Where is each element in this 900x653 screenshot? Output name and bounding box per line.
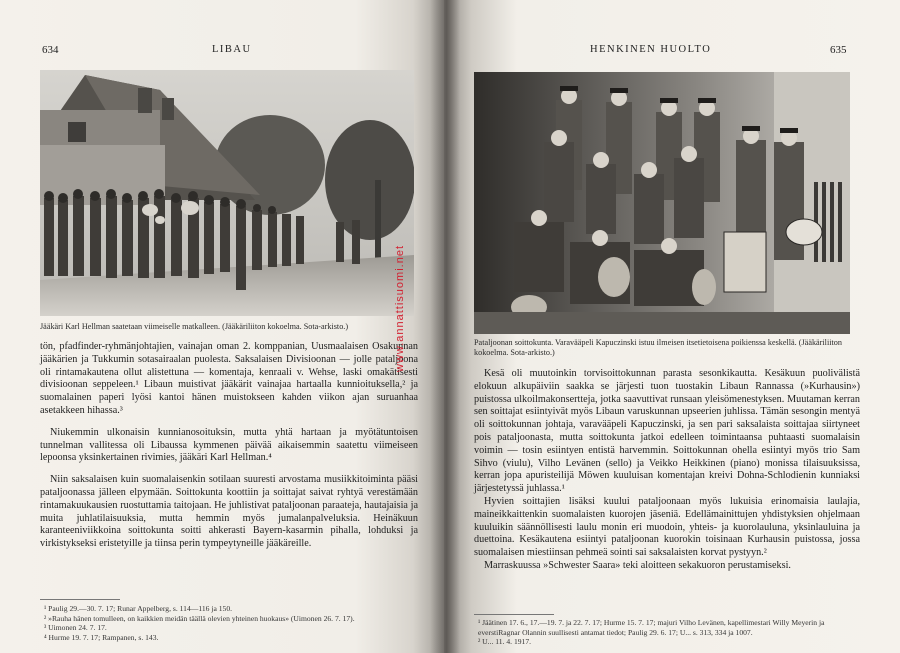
funeral-procession-photo (40, 70, 414, 316)
right-page-number: 635 (830, 44, 847, 56)
right-paragraph-2: Hyvien soittajien lisäksi kuului pataljoonaan myös lukuisia erinomaisia laulajia, maineikkaittenkin suomalaisten kuorojen jäseniä. Edellämainittujen yhdistyksien ohjelmaan kuuluikin säännöllisesti laulu monin eri muodoin, yhteis- ja kuorolauluna, yksinlauluina ja duettoina. Kesäkautena esiintyi pataljoonan kuorokin toisinaan Kurhausin puistossa, jossa suomalaisen miestiinsan pehmeä sointi sai saksalaisten korvat pystyyn.² (474, 495, 860, 559)
right-footnote-2: ² U... 11. 4. 1917. (478, 637, 532, 647)
left-paragraph-2: Niukemmin ulkonaisin kunnianosoituksin, mutta yhtä hartaan ja myötätuntoisen tunnelman vallitessa oli Libaussa kymmenen päivää aikaisemmin saatettu viimeiseen lepoonsa yksinkertainen rivimies, jääkäri Karl Hellman.⁴ (40, 426, 418, 464)
left-running-head: LIBAU (212, 44, 252, 55)
left-footnote-rule (40, 599, 120, 600)
left-photo-caption: Jääkäri Karl Hellman saatetaan viimeiselle matkalleen. (Jääkäriliiton kokoelma. Sota-arkisto.) (40, 322, 349, 331)
right-footnote-1: ¹ Jäätinen 17. 6., 17.—19. 7. ja 22. 7. 17; Hurme 15. 7. 17; majuri Vilho Levänen, kapellimestari Willy Meyerin ja everstiRagnar Olannin suullisesti antamat tiedot; Paulig 29. 6. 17; U... s. 313, 334 ja 1007. (478, 618, 825, 637)
left-footnote-4: ⁴ Hurme 19. 7. 17; Rampanen, s. 143. (44, 632, 159, 642)
band-group-photo (474, 72, 850, 334)
left-body-text (40, 341, 418, 551)
watermark-text: www.annattisuomi.net (394, 245, 406, 372)
left-footnote-2: ² »Rauha hänen tomulleen, on kaikkien meidän täällä olevien yhteinen huokaus» (Uimonen 26. 7. 17). (44, 613, 355, 623)
right-footnotes (478, 618, 860, 647)
right-page (444, 0, 900, 653)
left-page (0, 0, 444, 653)
left-paragraph-1: tön, pfadfinder-ryhmänjohtajien, vainajan oman 2. komppanian, Uusmaalaisen Osakunnan jääkärien ja Tukkumin sotasairaalan puolesta. Saksalaisen Divisioonan — jolle pataljoona oli rintamakautena ollut alistettuna — komentaja, kenraali v. Wehse, laski omakätisesti divisioonan seppeleen.¹ Libaun muistivat jääkärit vainajaa hartaalla kunnioituksella,² ja suomalainen paperi lyösi kantoi hänen muistokseen kahden viikon ajan suruanhaa asetakkeen hihassa.³ (40, 341, 418, 416)
right-body-text (474, 368, 860, 573)
left-footnote-3: ³ Uimonen 24. 7. 17. (44, 623, 107, 633)
book-gutter-shadow (430, 0, 460, 653)
right-footnote-rule (474, 614, 554, 615)
left-page-number: 634 (42, 44, 59, 56)
right-running-head: HENKINEN HUOLTO (590, 44, 712, 55)
right-photo-caption: Pataljoonan soittokunta. Varavääpeli Kapuczinski istuu ilmeisen itsetietoisena poikienssa keskellä. (Jääkäriliiton kokoelma. Sota-arkisto.) (474, 338, 842, 357)
right-paragraph-1: Kesä oli muutoinkin torvisoittokunnan parasta sesonkikautta. Kesäkuun puolivälistä elokuun alkupäiviin saakka se järjesti tuon tuostakin Libaun Rannassa (»Kurhausin») puistossa ulkoilmakonsertteja, jotka saavuttivat runsaan yleisömenestyksen. Muutaman kerran sen soittajat esiintyivät myös Libaun varuskunnan upseerien juhlissa. Tämän sesongin mentyä oli soittokunnan johtaja, varavääpeli Kapuczinski, ja sen pari saksalaista soittajaa siirtyneet pois pataljoonasta, mutta soittokunta jatkoi edelleen toimintaansa puhtaasti suomalaisin voimin — tosin esiintyen entistä harvemmin. Soittokunnan ohella esiintyi myös trio Sam Sihvo (viulu), Vilho Levänen (sello) ja Veikko Heikkinen (piano) monissa tilaisuuksissa, kerran jopa apuristeilijä Möwen kuuluisan komentajan kreivi Dohna-Schlodienin kunniaksi järjestetyssä juhlassa.¹ (474, 368, 860, 495)
left-paragraph-3: Niin saksalaisen kuin suomalaisenkin sotilaan suuresti arvostama musiikkitoiminta pääsi pataljoonassa jälleen elpymään. Soittokunta koottiin ja soittajat saivat ryhtyä verestämään rintamakuukausien ruostuttamia taitojaan. He juhlistivat pataljoonan paraateja, hautajaisia ja muita juhlatilaisuuksia, mutta hemmin myös jumalanpalveluksia. Heinäkuun karanteeniviikkoina soittokunta soitti ahkerasti Bayern-kasarmin pihalla, lohduksi ja virkistykseksi eristetyille ja tiinsa perin tympeytyneille jääkäreille. (40, 474, 418, 550)
right-paragraph-3: Marraskuussa »Schwester Saara» teki aloitteen sekakuoron perustamiseksi. (484, 559, 791, 571)
left-footnote-1: ¹ Paulig 29.—30. 7. 17; Runar Appelberg, s. 114—116 ja 150. (44, 604, 233, 613)
left-footnotes (44, 604, 416, 642)
